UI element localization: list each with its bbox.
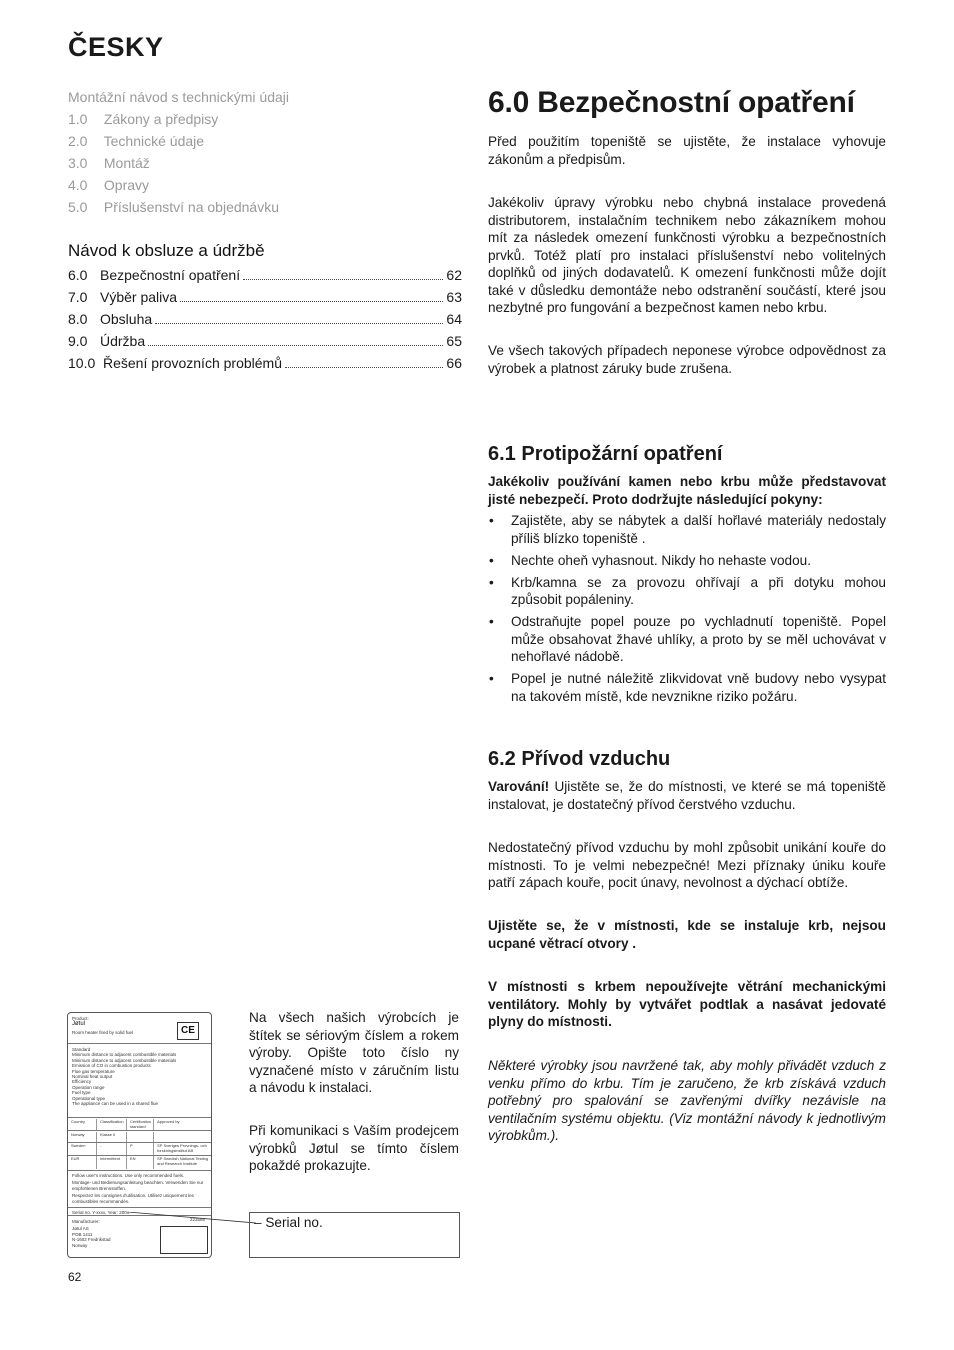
toc-use-item[interactable]: 6.0 Bezpečnostní opatření 62 xyxy=(68,267,462,283)
warning-text: Ujistěte se, že do místnosti, ve které se má topeniště instalovat, je dostatečný přívod čerstvého vzduchu. xyxy=(488,779,886,812)
toc-use-item[interactable]: 8.0 Obsluha 64 xyxy=(68,311,462,327)
list-item: • Nechte oheň vyhasnout. Nikdy ho nehaste vodou. xyxy=(488,552,886,570)
toc-use xyxy=(68,264,462,374)
section-6-2-p5: Některé výrobky jsou navržené tak, aby mohly přivádět vzduch z venku přímo do krbu. Tím je zaručeno, že krb získává vzduch potřebný pro spalování se zavřenými dvířky nezávisle na ventilačním systému objektu. (Viz montážní návody k jednotlivým výrobkům.). xyxy=(488,1058,886,1143)
toc-install xyxy=(68,86,289,218)
language-heading: ČESKY xyxy=(68,32,164,62)
section-6-0-p3: Ve všech takových případech neponese výrobce odpovědnost za výrobek a platnost záruky bude zrušena. xyxy=(488,343,886,376)
page-number: 62 xyxy=(68,1270,82,1284)
toc-install-item[interactable]: 5.0 Příslušenství na objednávku xyxy=(68,199,279,215)
section-6-2-p2: Nedostatečný přívod vzduchu by mohl způsobit unikání kouře do místnosti. To je velmi nebezpečné! Mezi příznaky úniku kouře patří zápach kouře, pocit únavy, nevolnost a dýchací obtíže. xyxy=(488,840,886,890)
plate-blank-box xyxy=(160,1226,208,1254)
section-6-1-intro: Jakékoliv používání kamen nebo krbu může představovat jisté nebezpečí. Proto dodržujte následující pokyny: xyxy=(488,474,886,507)
toc-install-item[interactable]: 2.0 Technické údaje xyxy=(68,133,205,149)
serial-info-p2: Při komunikaci s Vaším prodejcem výrobků Jøtul se tímto číslem pokaždé prokazujte. xyxy=(249,1123,459,1173)
plate-table-row: Sweden - P SP Sveriges Provnings- och forskningsinstitut AB xyxy=(68,1143,211,1155)
toc-use-item[interactable]: 7.0 Výběr paliva 63 xyxy=(68,289,462,305)
plate-specs: Standard Minimum distance to adjacent combustible materials Minimum distance to adjacent combustible materials Emission of CO in combustion products Flue gas temperature Nominal heat output Efficiency Operation range Fuel type Operational type The appliance can be used in a shared flue xyxy=(72,1047,177,1107)
section-6-0-p1: Před použitím topeniště se ujistěte, že instalace vyhovuje zákonům a předpisům. xyxy=(488,134,886,167)
toc-install-item[interactable]: 4.0 Opravy xyxy=(68,177,150,193)
section-6-2-p3: Ujistěte se, že v místnosti, kde se instaluje krb, nejsou ucpané větrací otvory . xyxy=(488,918,886,951)
list-item: • Zajistěte, aby se nábytek a další hořlavé materiály nedostaly příliš blízko topeniště . xyxy=(488,512,886,547)
plate-description: Room heater fired by solid fuel xyxy=(72,1030,134,1035)
plate-table-row: EUR Intermittent EN SP Swedish National Testing and Research Institute xyxy=(68,1156,211,1169)
toc-install-item[interactable]: 1.0 Zákony a předpisy xyxy=(68,111,219,127)
list-item: • Popel je nutné náležitě zlikvidovat vně budovy nebo vysypat na takovém místě, kde nevznikne riziko požáru. xyxy=(488,670,886,705)
serial-callout-box xyxy=(249,1212,460,1258)
list-item: • Krb/kamna se za provozu ohřívají a při dotyku mohou způsobit popáleniny. xyxy=(488,574,886,609)
warning-label: Varování! xyxy=(488,779,550,794)
toc-install-title: Montážní návod s technickými údaji xyxy=(68,89,289,105)
section-6-2-title: 6.2 Přívod vzduchu xyxy=(488,748,671,770)
section-6-1-list xyxy=(488,512,886,710)
plate-table-header: Country Classification Certification standard Approved by xyxy=(68,1119,211,1130)
section-6-1-title: 6.1 Protipožární opatření xyxy=(488,443,723,465)
plate-table-row: Norway Klasse II xyxy=(68,1132,211,1142)
plate-notes: Follow user's instructions. Use only recommended fuels. Montage- und Bedienungsanleitung beachten. Verwenden Sie nur empfohlenen Brennstoffen. Respectez les consignes d'utilisation. Utilisez uniquement les combustibles recommandés. xyxy=(72,1173,204,1204)
serial-info-p1: Na všech našich výrobcích je štítek se sériovým číslem a rokem výroby. Opište toto číslo ny vyznačené místo v záručním listu a návodu k instalaci. xyxy=(249,1010,459,1095)
toc-use-title: Návod k obsluze a údržbě xyxy=(68,241,265,260)
serial-callout-label: – Serial no. xyxy=(254,1215,323,1230)
plate-serial: Serial no. Y-xxxx, Year: 200x xyxy=(72,1210,130,1215)
section-6-2-p4: V místnosti s krbem nepoužívejte větrání mechanickými ventilátory. Mohly by vytvářet podtlak a nasávat jedovaté plyny do místnosti. xyxy=(488,979,886,1029)
plate-product: Jøtul xyxy=(72,1021,86,1027)
section-6-0-p2: Jakékoliv úpravy výrobku nebo chybná instalace provedená distributorem, instalačním technikem nebo zákazníkem mohou mít za následek omezení funkčnosti výrobku a bezpečnostních prvků. Totéž platí pro instalaci příslušenství nebo volitelných doplňků od jiných dodavatelů. K omezení funkčnosti může dojít také v důsledku demontáže nebo odstranění součástí, které jsou nezbytné pro fungování a bezpečnost kamen nebo krbu. xyxy=(488,195,886,315)
list-item: • Odstraňujte popel pouze po vychladnutí topeniště. Popel může obsahovat žhavé uhlíky, a proto by se měl uchovávat v nehořlavé nádobě. xyxy=(488,613,886,666)
section-6-2-warning xyxy=(488,778,886,813)
section-6-0-title: 6.0 Bezpečnostní opatření xyxy=(488,86,855,119)
plate-manufacturer: Manufacturer: Jøtul AS POB 1411 N-1602 Fredrikstad Norway xyxy=(72,1219,111,1248)
serial-callout-line xyxy=(128,1212,258,1226)
toc-use-item[interactable]: 9.0 Údržba 65 xyxy=(68,333,462,349)
plate-code: 223566 xyxy=(190,1217,206,1222)
ce-mark: CE xyxy=(177,1022,199,1040)
plate-product-label: Product: xyxy=(72,1016,89,1021)
toc-use-item[interactable]: 10.0 Řešení provozních problémů 66 xyxy=(68,355,462,371)
toc-install-item[interactable]: 3.0 Montáž xyxy=(68,155,150,171)
